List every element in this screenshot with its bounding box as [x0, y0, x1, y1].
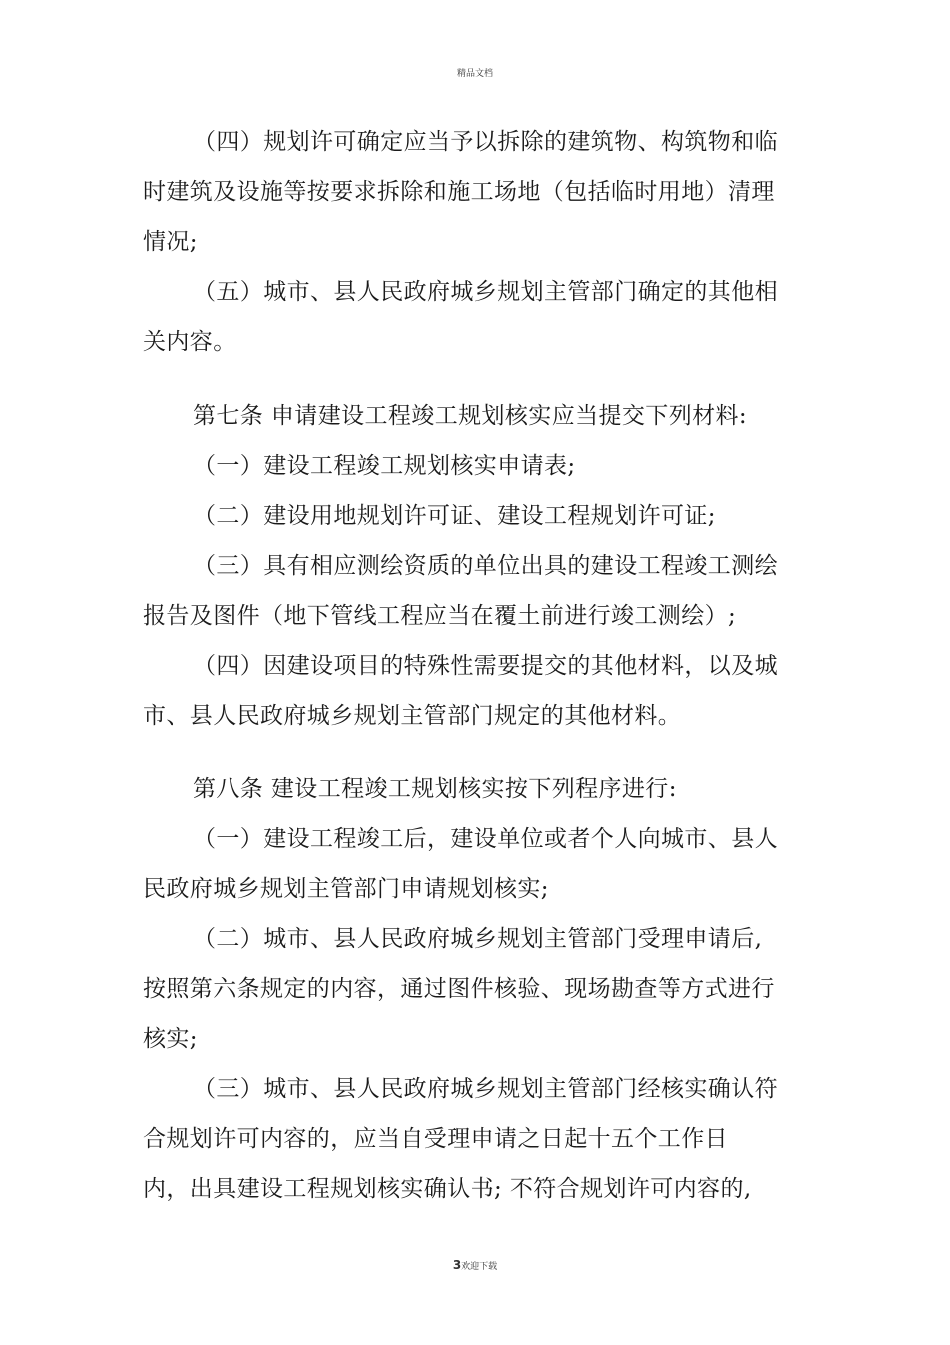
- paragraph-line: （五）城市、县人民政府城乡规划主管部门确定的其他相: [193, 279, 778, 305]
- paragraph-line: 时建筑及设施等按要求拆除和施工场地（包括临时用地）清理: [143, 179, 775, 205]
- paragraph-line: 核实;: [143, 1026, 198, 1052]
- paragraph-line: 按照第六条规定的内容，通过图件核验、现场勘查等方式进行: [143, 976, 775, 1002]
- paragraph-line: 关内容。: [143, 329, 237, 355]
- paragraph-line: （四）规划许可确定应当予以拆除的建筑物、构筑物和临: [193, 129, 778, 155]
- page-header: 精品文档: [456, 69, 493, 79]
- page-number: 3: [452, 1258, 462, 1272]
- paragraph-line: 报告及图件（地下管线工程应当在覆土前进行竣工测绘）;: [143, 603, 737, 629]
- paragraph-line: （一）建设工程竣工规划核实申请表;: [193, 453, 576, 479]
- paragraph-line: 内，出具建设工程规划核实确认书; 不符合规划许可内容的,: [143, 1176, 752, 1202]
- paragraph-line: 情况;: [143, 229, 198, 255]
- article-heading-line: 第七条 申请建设工程竣工规划核实应当提交下列材料:: [193, 403, 748, 429]
- paragraph-line: 市、县人民政府城乡规划主管部门规定的其他材料。: [143, 703, 682, 729]
- paragraph-line: （一）建设工程竣工后，建设单位或者个人向城市、县人: [193, 826, 778, 852]
- page-footer: [0, 1258, 950, 1272]
- footer-text: 欢迎下载: [461, 1262, 498, 1272]
- paragraph-line: 民政府城乡规划主管部门申请规划核实;: [143, 876, 549, 902]
- paragraph-line: （二）城市、县人民政府城乡规划主管部门受理申请后,: [193, 926, 763, 952]
- paragraph-line: 合规划许可内容的，应当自受理申请之日起十五个工作日: [143, 1126, 728, 1152]
- paragraph-line: （二）建设用地规划许可证、建设工程规划许可证;: [193, 503, 716, 529]
- article-heading-line: 第八条 建设工程竣工规划核实按下列程序进行:: [193, 776, 677, 802]
- paragraph-line: （三）具有相应测绘资质的单位出具的建设工程竣工测绘: [193, 553, 778, 579]
- paragraph-line: （三）城市、县人民政府城乡规划主管部门经核实确认符: [193, 1076, 778, 1102]
- paragraph-line: （四）因建设项目的特殊性需要提交的其他材料，以及城: [193, 653, 778, 679]
